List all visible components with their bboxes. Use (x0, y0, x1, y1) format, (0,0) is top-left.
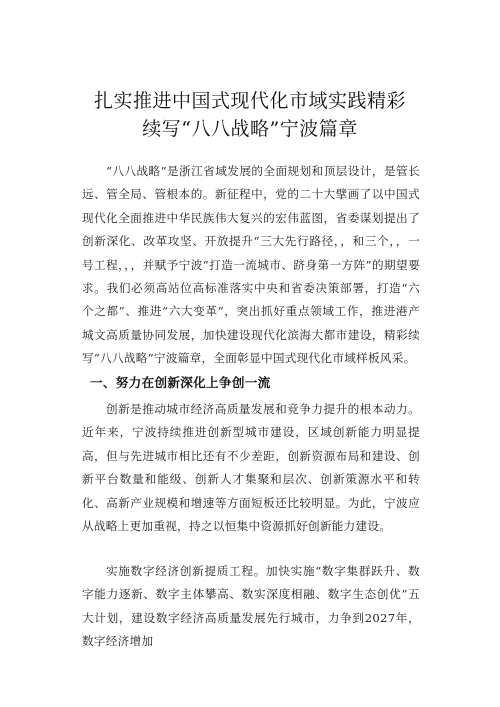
body-paragraph-digital-economy: 实施数字经济创新提质工程。加快实施“数字集群跃升、数字能力逐新、数字主体攀高、数实深度相融、数字生态创优”五大计划，建设数字经济高质量发展先行城市，力争到2027年，数字经济增加 (82, 564, 420, 649)
section-heading: 一、努力在创新深化上争创一流 (90, 375, 271, 390)
document-title-line-1: 扎实推进中国式现代化市域实践精彩 (93, 90, 406, 112)
document-title-line-2: 续写“八八战略”宁波篇章 (142, 118, 358, 140)
intro-paragraph: “八八战略”是浙江省域发展的全面规划和顶层设计，是管长远、管全局、管根本的。新征程中，党的二十大擘画了以中国式现代化全面推进中华民族伟大复兴的宏伟蓝图，省委谋划提出了创新深化、改革攻坚、开放提升“三大先行路径，，和三个，，一号工程，，，并赋予宁波“打造一流城市、跻身第一方阵”的期望要求。我们必须高站位高标准落实中央和省委决策部署，打造“六个之都”、推进“六大变革”，突出抓好重点领域工作，推进港产城文高质量协同发展，加快建设现代化滨海大都市建设，精彩续写“八八战略”宁波篇章，全面彰显中国式现代化市域样板风采。 (82, 164, 420, 366)
body-paragraph-innovation: 创新是推动城市经济高质量发展和竞争力提升的根本动力。近年来，宁波持续推进创新型城市建设，区域创新能力明显提高，但与先进城市相比还有不少差距，创新资源布局和建设、创新平台数量和能级、创新人才集聚和层次、创新策源水平和转化、高新产业规模和增速等方面短板还比较明显。为此，宁波应从战略上更加重视，持之以恒集中资源抓好创新能力建设。 (82, 402, 420, 534)
